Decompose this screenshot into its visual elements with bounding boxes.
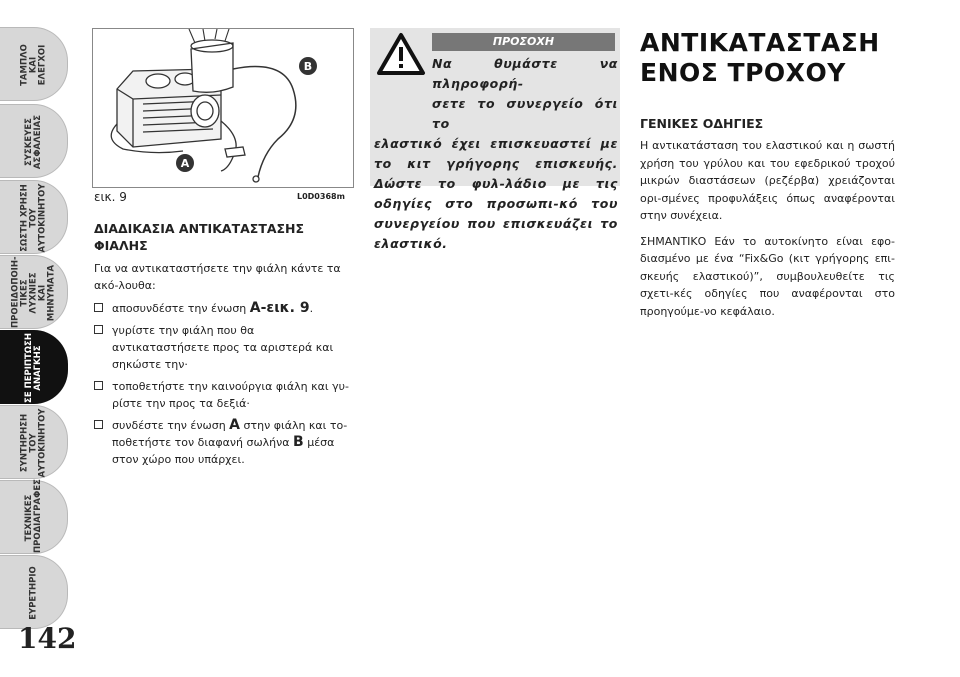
title-line-2: ΕΝΟΣ ΤΡΟΧΟΥ (640, 58, 846, 87)
step-text: αποσυνδέστε την ένωση (112, 302, 250, 315)
intro-text: Για να αντικαταστήσετε την φιάλη κάντε τα ακό-λουθα: (94, 262, 341, 292)
tab-maintenance[interactable] (0, 405, 68, 479)
callout-b-label: B (303, 60, 313, 73)
warning-body: ελαστικό έχει επισκευαστεί με το κιτ γρήγορης επισκευής. Δώστε το φυλ-λάδιο με τις οδηγίες στο προσωπι-κό του συνεργείου που επισκευάζει το ελαστικό. (374, 136, 618, 251)
tab-safety-devices[interactable] (0, 104, 68, 178)
callout-a-label: A (180, 157, 190, 170)
step-text-end: μέσα στον χώρο που υπάρχει. (112, 436, 335, 466)
warning-title: ΠΡΟΣΟΧΗ (432, 33, 615, 51)
warning-line-1: Να θυμάστε να πληροφορή- (432, 56, 618, 91)
tab-label: ΣΥΣΚΕΥΕΣ ΑΣΦΑΛΕΙΑΣ (24, 114, 43, 170)
chapter-sidebar (0, 0, 77, 677)
tab-technical-specs[interactable] (0, 480, 68, 554)
step-text-end: . (309, 302, 314, 315)
tab-label: ΣΥΝΤΗΡΗΣΗ ΤΟΥ ΑΥΤΟΚΙΝΗΤΟΥ (19, 408, 48, 478)
step-3 (94, 378, 354, 412)
general-instructions-text: Η αντικατάσταση του ελαστικού και η σωστή χρήση του γρύλου και του εφεδρικού τροχού μικρών διαστάσεων (ρεζέρβα) χρειάζονται ορι-σμένες προφυλάξεις όπως αναφέρονται στην συνέχεια. (640, 139, 895, 222)
page-title (640, 28, 895, 88)
checkbox-bullet-icon (94, 381, 103, 390)
tab-label: ΕΥΡΕΤΗΡΙΟ (28, 566, 39, 620)
step-text-mid: στην φιάλη και το-ποθετήστε τον διαφανή σωλήνα (112, 419, 348, 449)
checkbox-bullet-icon (94, 420, 103, 429)
step-text: συνδέστε την ένωση (112, 419, 230, 432)
tab-label: ΣΩΣΤΗ ΧΡΗΣΗ ΤΟΥ ΑΥΤΟΚΙΝΗΤΟΥ (19, 183, 48, 253)
tab-label: ΤΑΜΠΛΟ ΚΑΙ ΕΛΕΓΧΟΙ (19, 44, 48, 86)
tab-label: ΣΕ ΠΕΡΙΠΤΩΣΗ ΑΝΑΓΚΗΣ (24, 333, 43, 403)
wheel-change-section (640, 28, 895, 328)
warning-line-2: σετε το συνεργείο ότι το (432, 96, 618, 131)
step-4 (94, 417, 354, 468)
tab-correct-use[interactable] (0, 180, 68, 254)
page-number: 142 (18, 622, 77, 655)
tab-emergency[interactable] (0, 330, 68, 404)
figure-caption: εικ. 9 (94, 190, 127, 204)
important-note-text: ΣΗΜΑΝΤΙΚΟ Εάν το αυτοκίνητο είναι εφο-διασμένο με ένα “Fix&Go (κιτ γρήγορης επι-σκευής ελαστικού)”, συμβουλευθείτε τις σχετι-κές οδηγίες που αναφέρονται στο προηγούμε-νο κεφάλαιο. (640, 234, 895, 318)
warning-text (374, 54, 618, 254)
tab-label: ΤΕΧΝΙΚΕΣ ΠΡΟΔΙΑΓΡΑΦΕΣ (24, 479, 43, 553)
tab-dashboard-controls[interactable] (0, 27, 68, 101)
checkbox-bullet-icon (94, 303, 103, 312)
tab-warning-lights[interactable] (0, 255, 68, 329)
step-text: γυρίστε την φιάλη που θα αντικαταστήσετε προς τα αριστερά και σηκώστε την· (112, 324, 334, 371)
checkbox-bullet-icon (94, 325, 103, 334)
bottle-replacement-section (94, 220, 354, 473)
figure-9 (92, 28, 354, 188)
step-2 (94, 322, 354, 373)
figure-code: L0D0368m (297, 192, 345, 201)
tab-label: ΠΡΟΕΙΔΟΠΟΙΗ- ΤΙΚΕΣ ΛΥΧΝΙΕΣ ΚΑΙ ΜΗΝΥΜΑΤΑ (10, 256, 57, 328)
title-line-1: ΑΝΤΙΚΑΤΑΣΤΑΣΗ (640, 28, 880, 57)
tab-index[interactable] (0, 555, 68, 629)
compressor-illustration (93, 29, 353, 187)
ref-a: A (229, 417, 241, 433)
section-heading: ΔΙΑΔΙΚΑΣΙΑ ΑΝΤΙΚΑΤΑΣΤΑΣΗΣ ΦΙΑΛΗΣ (94, 221, 305, 253)
step-text: τοποθετήστε την καινούργια φιάλη και γυ-ρίστε την προς τα δεξιά· (112, 380, 349, 410)
subheading: ΓΕΝΙΚΕΣ ΟΔΗΓΙΕΣ (640, 116, 764, 131)
step-1 (94, 300, 354, 317)
ref-b: B (293, 434, 304, 450)
figure-reference: A-εικ. 9 (249, 300, 310, 316)
